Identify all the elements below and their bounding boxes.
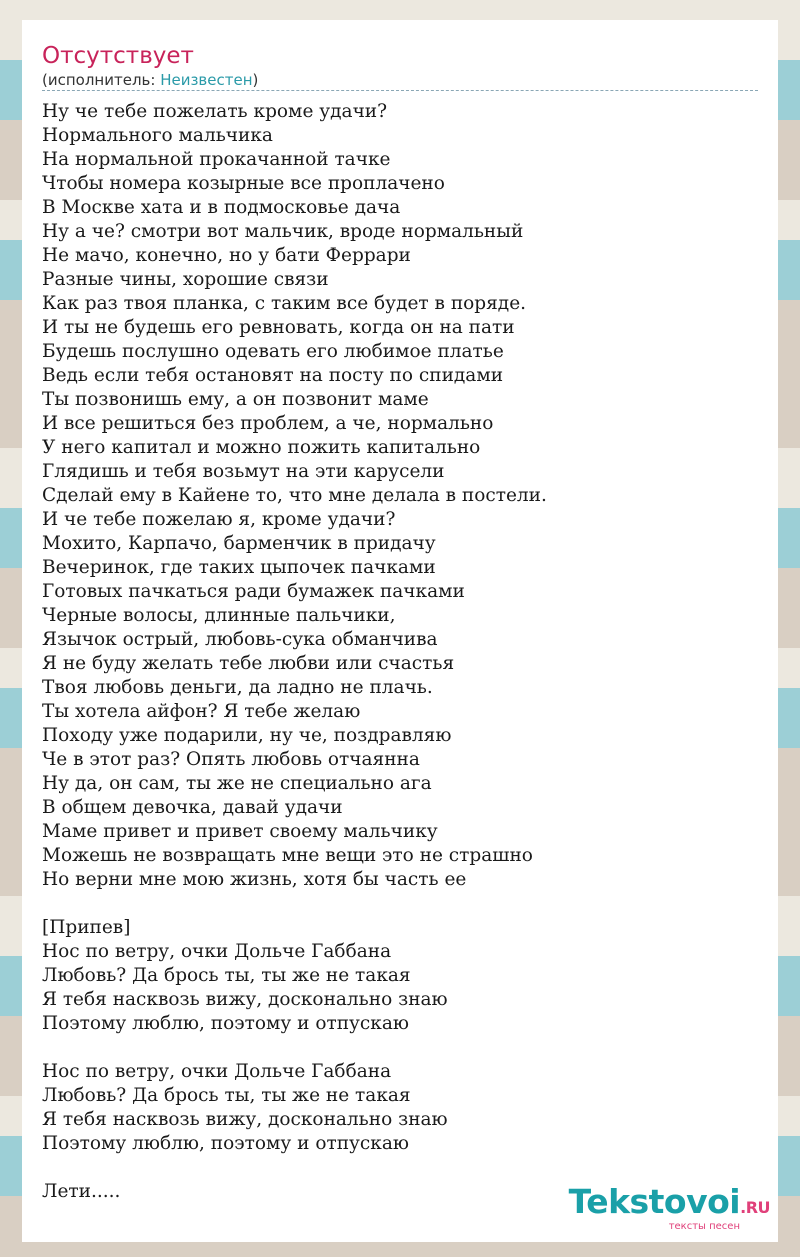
- lyric-line: Глядишь и тебя возьмут на эти карусели: [42, 461, 445, 482]
- lyric-line: Нос по ветру, очки Дольче Габбана: [42, 941, 392, 962]
- lyric-line: [42, 892, 758, 916]
- lyric-line: Любовь? Да брось ты, ты же не такая: [42, 965, 411, 986]
- lyric-line: Мохито, Карпачо, барменчик в придачу: [42, 533, 436, 554]
- lyric-line: Поэтому люблю, поэтому и отпускаю: [42, 1133, 409, 1154]
- lyric-line: Ну че тебе пожелать кроме удачи?: [42, 101, 388, 122]
- lyric-line: На нормальной прокачанной тачке: [42, 149, 391, 170]
- lyric-line: Ты позвонишь ему, а он позвонит маме: [42, 389, 429, 410]
- lyric-line: Вечеринок, где таких цыпочек пачками: [42, 557, 436, 578]
- lyric-line: Твоя любовь деньги, да ладно не плачь.: [42, 677, 433, 698]
- lyric-line: [42, 1156, 758, 1180]
- lyric-line: Чтобы номера козырные все проплачено: [42, 173, 445, 194]
- lyric-line: Готовых пачкаться ради бумажек пачками: [42, 581, 465, 602]
- lyric-line: Я тебя насквозь вижу, досконально знаю: [42, 989, 448, 1010]
- lyric-line: Можешь не возвращать мне вещи это не страшно: [42, 845, 533, 866]
- lyric-line: Ведь если тебя остановят на посту по спидами: [42, 365, 504, 386]
- lyrics-text: [42, 100, 758, 1204]
- logo-tagline: тексты песен: [668, 1221, 740, 1232]
- artist-name-link[interactable]: Неизвестен: [160, 71, 253, 89]
- lyric-line: И че тебе пожелаю я, кроме удачи?: [42, 509, 396, 530]
- song-title: Отсутствует: [42, 43, 194, 69]
- title-divider: [42, 90, 758, 91]
- artist-prefix: (исполнитель:: [42, 71, 161, 89]
- lyric-line: И все решиться без проблем, а че, нормально: [42, 413, 494, 434]
- lyric-line: Маме привет и привет своему мальчику: [42, 821, 438, 842]
- lyric-line: Походу уже подарили, ну че, поздравляю: [42, 725, 452, 746]
- lyric-line: Как раз твоя планка, с таким все будет в поряде.: [42, 293, 527, 314]
- lyric-line: Любовь? Да брось ты, ты же не такая: [42, 1085, 411, 1106]
- lyric-line: Черные волосы, длинные пальчики,: [42, 605, 396, 626]
- lyric-line: У него капитал и можно пожить капитально: [42, 437, 481, 458]
- lyric-line: Лети.....: [42, 1181, 121, 1202]
- lyric-line: В Москве хата и в подмосковье дача: [42, 197, 401, 218]
- lyric-line: Ну да, он сам, ты же не специально ага: [42, 773, 432, 794]
- lyric-line: Язычок острый, любовь-сука обманчива: [42, 629, 438, 650]
- lyric-line: [42, 1036, 758, 1060]
- lyric-line: Сделай ему в Кайене то, что мне делала в постели.: [42, 485, 547, 506]
- artist-suffix: ): [252, 71, 259, 89]
- lyric-line: Нормального мальчика: [42, 125, 273, 146]
- lyric-line: Я тебя насквозь вижу, досконально знаю: [42, 1109, 448, 1130]
- lyric-line: Не мачо, конечно, но у бати Феррари: [42, 245, 411, 266]
- lyric-line: [Припев]: [42, 917, 131, 938]
- lyric-line: Но верни мне мою жизнь, хотя бы часть ее: [42, 869, 467, 890]
- lyric-line: Будешь послушно одевать его любимое платье: [42, 341, 504, 362]
- lyric-line: Я не буду желать тебе любви или счастья: [42, 653, 455, 674]
- site-logo[interactable]: [568, 1182, 770, 1232]
- lyric-line: Че в этот раз? Опять любовь отчаянна: [42, 749, 420, 770]
- lyric-line: Нос по ветру, очки Дольче Габбана: [42, 1061, 392, 1082]
- logo-main-text: Tekstovoi: [568, 1182, 741, 1221]
- lyric-line: Ну а че? смотри вот мальчик, вроде нормальный: [42, 221, 524, 242]
- lyric-line: И ты не будешь его ревновать, когда он на пати: [42, 317, 515, 338]
- lyric-line: Разные чины, хорошие связи: [42, 269, 329, 290]
- lyric-line: В общем девочка, давай удачи: [42, 797, 343, 818]
- logo-tld: .RU: [740, 1198, 770, 1217]
- artist-line: [42, 70, 258, 90]
- logo-wordmark: [568, 1182, 770, 1225]
- lyric-line: Ты хотела айфон? Я тебе желаю: [42, 701, 361, 722]
- lyric-line: Поэтому люблю, поэтому и отпускаю: [42, 1013, 409, 1034]
- lyrics-card: [22, 20, 778, 1242]
